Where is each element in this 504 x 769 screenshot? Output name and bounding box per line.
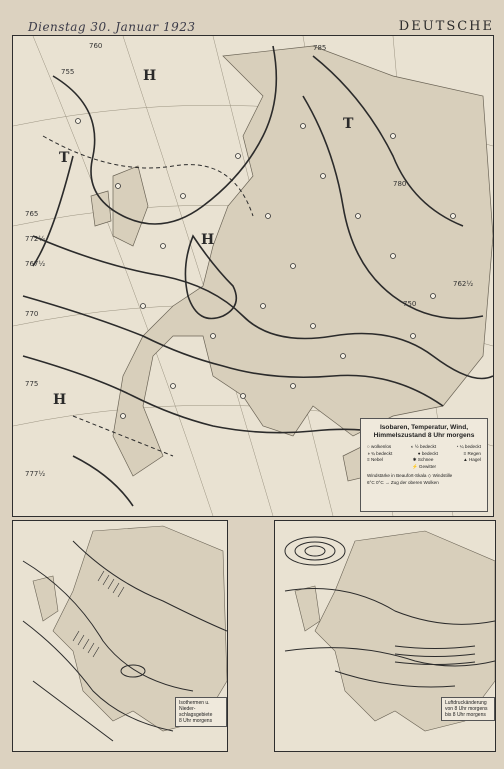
isobar-label: 772½ [25,235,46,243]
low-pressure-label: T [59,150,70,166]
legend-footer: 6°C 0°C → Zug der oberen Wolken [367,479,439,485]
legend-row [367,464,481,471]
isobar-label: 762½ [453,280,474,288]
high-pressure-label: H [201,232,215,248]
isobar-label: 770 [25,310,39,318]
isobar-label: 775 [25,380,39,388]
isobar-label: 750 [403,300,417,308]
inset-right-caption [441,697,495,721]
legend-item: ◐ ½ bedeckt [410,444,437,449]
legend-title-line: Himmelszustand 8 Uhr morgens [373,432,475,439]
inset-left-caption [175,697,227,727]
isobar-label: 785 [313,44,327,52]
caption-line: schlagsgebiete [179,712,213,718]
isobar-label: 755 [61,68,75,76]
inset-map-isotherms[interactable] [12,520,228,752]
legend-item: ○ wolkenlos [367,444,392,449]
isobar-label: 767½ [25,260,46,268]
page-header-title: DEUTSCHE [398,19,494,34]
isobar-label: 765 [25,210,39,218]
caption-line: Luftdruckänderung [445,700,487,706]
legend-rows [367,444,481,486]
legend-item: ⚡ Gewitter [411,463,437,469]
legend-item: ● bedeckt [417,450,438,456]
high-pressure-label: H [143,68,157,84]
legend-item: ≡ Regen [463,450,481,456]
caption-line: von 8 Uhr morgens [445,706,488,712]
caption-line: Isothermen u. Nieder- [179,700,210,712]
low-pressure-label: T [343,116,354,132]
caption-line: bis 8 Uhr morgens [445,712,486,718]
legend-item: ◔ ¼ bedeckt [455,444,481,449]
legend-item: ◑ ¾ bedeckt [367,450,393,456]
legend-footer: Windstärke in Beaufort-Skala ◇ Windstille [367,473,453,478]
legend-item: ✱ Schnee [412,457,434,462]
caption-line: 8 Uhr morgens [179,718,213,724]
legend-title [361,424,487,440]
isobar-label: 760 [89,42,103,50]
high-pressure-label: H [53,392,67,408]
handwritten-date: Dienstag 30. Januar 1923 [28,20,196,34]
legend-item: ≡ Nebel [367,457,383,462]
isobar-label: 780 [393,180,407,188]
inset-map-pressure-change[interactable] [274,520,496,752]
map-legend [360,418,488,512]
isobar-label: 777½ [25,470,46,478]
legend-title-line: Isobaren, Temperatur, Wind, [379,424,469,431]
legend-item: ▲ Hagel [463,457,481,462]
